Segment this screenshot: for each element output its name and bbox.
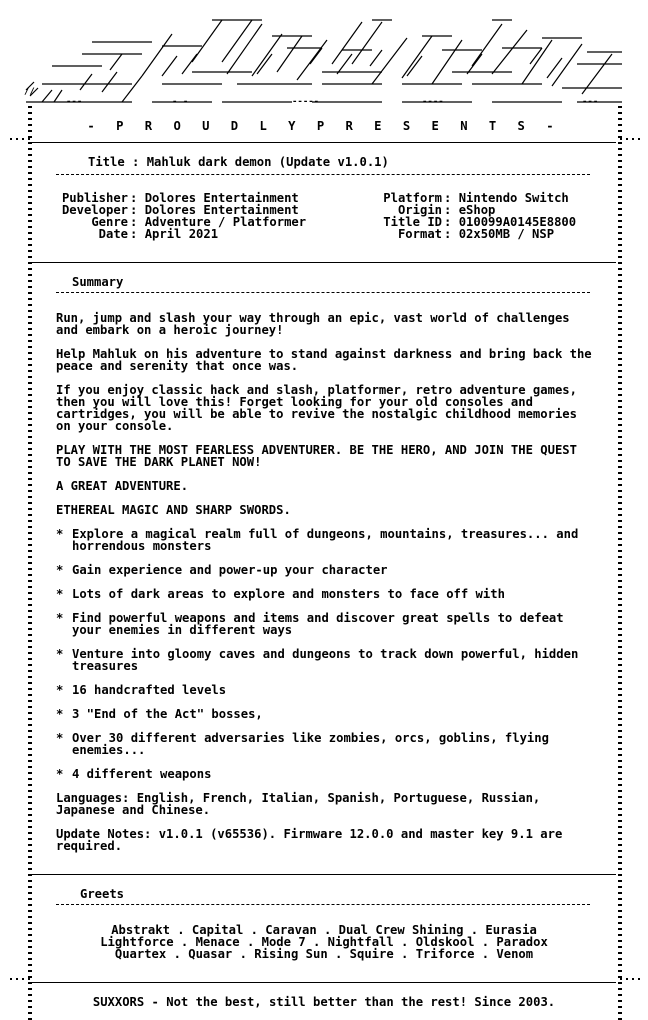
feature-bullet: * Lots of dark areas to explore and monsters to face off with (56, 587, 505, 601)
summary-paragraph: A GREAT ADVENTURE. (56, 479, 189, 493)
corner-dots-right-bottom (620, 978, 640, 980)
platform-label: Platform (383, 191, 442, 205)
divider (32, 874, 616, 875)
svg-text:-----: ----- (292, 97, 320, 106)
feature-bullet: * Over 30 different adversaries like zombies, orcs, goblins, flying enemies... (56, 731, 549, 757)
dashed-divider (56, 174, 590, 175)
developer-label: Developer (61, 203, 128, 217)
title-value: Mahluk dark demon (Update v1.0.1) (146, 155, 389, 169)
platform-value: : Nintendo Switch (444, 191, 569, 205)
greets-line: Abstrakt . Capital . Caravan . Dual Crew Shining . Eurasia (111, 923, 537, 937)
feature-bullet: * 3 "End of the Act" bosses, (56, 707, 263, 721)
feature-bullet: * Venture into gloomy caves and dungeons to track down powerful, hidden treasures (56, 647, 579, 673)
bullet-star: * (56, 647, 64, 661)
genre-label: Genre (91, 215, 128, 229)
origin-value: : eShop (444, 203, 496, 217)
dashed-divider (56, 292, 590, 293)
divider (32, 142, 616, 143)
dashed-divider (56, 904, 590, 905)
genre-value: : Adventure / Platformer (130, 215, 307, 229)
summary-paragraph: If you enjoy classic hack and slash, platformer, retro adventure games, then you will love this! Forget looking for your old consoles and cartridges, you will be able to revive the nostalgic childhood memories on your console. (56, 383, 577, 433)
presents-line: - P R O U D L Y P R E S E N T S - (87, 119, 561, 133)
developer-value: : Dolores Entertainment (130, 203, 299, 217)
svg-text:---: --- (582, 97, 599, 106)
bullet-star: * (56, 563, 64, 577)
title-row: Title : Mahluk dark demon (Update v1.0.1) (88, 155, 389, 169)
date-value: : April 2021 (130, 227, 219, 241)
feature-bullet: * Gain experience and power-up your character (56, 563, 388, 577)
date-label: Date (98, 227, 128, 241)
footer-tagline: SUXXORS - Not the best, still better than the rest! Since 2003. (92, 995, 556, 1009)
feature-bullet: * Explore a magical realm full of dungeons, mountains, treasures... and horrendous monsters (56, 527, 579, 553)
publisher-label: Publisher (61, 191, 128, 205)
title-id-label: Title ID (383, 215, 442, 229)
corner-dots-left-bottom (10, 978, 30, 980)
greets-line: Quartex . Quasar . Rising Sun . Squire . Triforce . Venom (114, 947, 534, 961)
left-border (28, 106, 32, 1020)
bullet-star: * (56, 767, 64, 781)
corner-dots-right-top (620, 138, 640, 140)
corner-dots-left-top (10, 138, 30, 140)
svg-text://: // (24, 87, 35, 97)
greets-heading: Greets (80, 887, 125, 901)
summary-paragraph: Help Mahluk on his adventure to stand against darkness and bring back the peace and serenity that once was. (56, 347, 592, 373)
summary-paragraph: Run, jump and slash your way through an epic, vast world of challenges and embark on a heroic journey! (56, 311, 570, 337)
origin-label: Origin (397, 203, 442, 217)
format-label: Format (397, 227, 442, 241)
title-label: Title (88, 155, 125, 169)
feature-bullet: * 16 handcrafted levels (56, 683, 227, 697)
summary-heading: Summary (72, 275, 124, 289)
bullet-star: * (56, 683, 64, 697)
summary-paragraph: ETHEREAL MAGIC AND SHARP SWORDS. (56, 503, 291, 517)
bullet-star: * (56, 587, 64, 601)
divider (32, 262, 616, 263)
svg-text:- -: - - (172, 97, 189, 106)
bullet-star: * (56, 527, 64, 541)
feature-bullet: * 4 different weapons (56, 767, 212, 781)
format-value: : 02x50MB / NSP (444, 227, 555, 241)
bullet-star: * (56, 707, 64, 721)
group-logo (22, 14, 626, 106)
title-id-value: : 010099A0145E8800 (444, 215, 577, 229)
divider (32, 982, 616, 983)
languages-text: Languages: English, French, Italian, Spanish, Portuguese, Russian, Japanese and Chinese. (56, 791, 541, 817)
summary-paragraph: PLAY WITH THE MOST FEARLESS ADVENTURER. BE THE HERO, AND JOIN THE QUEST TO SAVE THE DARK PLANET NOW! (56, 443, 577, 469)
svg-text:----: ---- (422, 97, 444, 106)
right-border (618, 106, 622, 1020)
update-notes-text: Update Notes: v1.0.1 (v65536). Firmware 12.0.0 and master key 9.1 are required. (56, 827, 563, 853)
bullet-star: * (56, 731, 64, 745)
feature-bullet: * Find powerful weapons and items and discover great spells to defeat your enemies in different ways (56, 611, 564, 637)
greets-line: Lightforce . Menace . Mode 7 . Nightfall . Oldskool . Paradox (100, 935, 548, 949)
svg-text:---: --- (66, 97, 83, 106)
bullet-star: * (56, 611, 64, 625)
publisher-value: : Dolores Entertainment (130, 191, 299, 205)
